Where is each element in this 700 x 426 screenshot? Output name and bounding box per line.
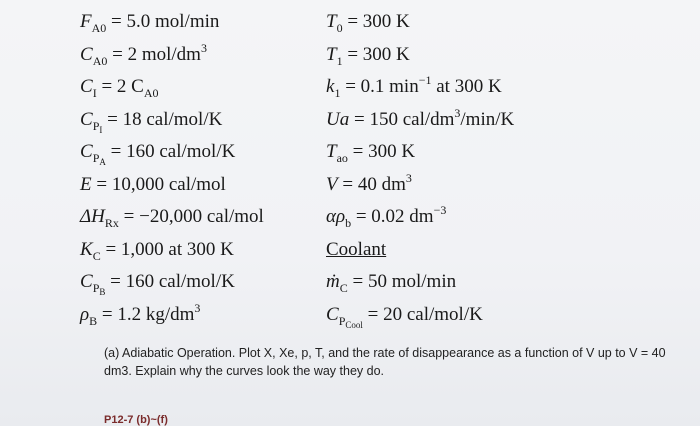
- equation-rhs: = 1,000 at 300 K: [100, 238, 234, 260]
- equation-subscript: Rx: [104, 216, 119, 230]
- equation-symbol: C: [80, 271, 93, 292]
- equation-rhs: = 300 K: [342, 11, 410, 32]
- equation-subscript: 1: [336, 53, 343, 68]
- right-equation-8: [326, 234, 514, 267]
- equation-subscript: C: [339, 281, 348, 295]
- equation-rhs: = 20 cal/mol/K: [362, 303, 483, 325]
- equation-subscript: I: [92, 86, 97, 100]
- equation-subscript: 0: [336, 21, 343, 35]
- equation-symbol: C: [80, 108, 93, 130]
- right-equation-3: [326, 71, 514, 104]
- equation-subscript: PCool: [338, 313, 363, 330]
- equation-rhs: = 18 cal/mol/K: [102, 108, 223, 130]
- equation-rhs: = 5.0 mol/min: [106, 11, 220, 32]
- equation-rhs-tail: at 300 K: [431, 76, 502, 97]
- equation-subscript: C: [92, 248, 101, 263]
- equation-rhs: = 150 cal/dm: [349, 108, 455, 130]
- equation-symbol: k: [326, 76, 335, 97]
- left-equation-1: [80, 6, 264, 39]
- equation-symbol: ΔH: [80, 206, 105, 227]
- equation-symbol: K: [80, 238, 93, 260]
- equation-rhs: = 300 K: [347, 141, 416, 162]
- right-equation-4: [326, 104, 514, 137]
- equation-symbol: Coolant: [326, 238, 387, 260]
- equation-superscript: 3: [454, 105, 461, 120]
- equation-rhs: = 10,000 cal/mol: [91, 173, 226, 195]
- question-text: (a) Adiabatic Operation. Plot X, Xe, p, T, and the rate of disappearance as a function of V up to V = 40 dm3. Explain why the curves look the way they do.: [104, 346, 666, 378]
- equation-subscript: PB: [92, 281, 106, 297]
- equation-subscript: PI: [92, 118, 103, 135]
- right-equation-5: [326, 136, 514, 169]
- equation-subscript: b: [345, 216, 352, 230]
- right-equation-9: [326, 266, 514, 299]
- equation-symbol: C: [80, 141, 93, 162]
- equation-sub-subscript: A: [99, 157, 106, 167]
- left-equation-3: [80, 71, 264, 104]
- right-equation-10: [326, 299, 514, 332]
- equation-rhs: = 50 mol/min: [347, 271, 457, 292]
- equation-subscript: PA: [92, 151, 106, 167]
- left-equation-8: [80, 234, 264, 267]
- equation-rhs: = 2 mol/dm: [107, 43, 201, 65]
- left-equation-2: [80, 39, 264, 72]
- right-equation-1: [326, 6, 514, 39]
- equation-superscript: −3: [433, 203, 447, 217]
- equation-symbol: ρ: [80, 303, 90, 325]
- right-equation-6: [326, 169, 514, 202]
- left-equation-10: [80, 299, 264, 332]
- footer-label: P12-7 (b)~(f): [104, 414, 168, 426]
- equation-superscript: 3: [405, 170, 412, 185]
- equation-rhs: = 160 cal/mol/K: [105, 141, 236, 162]
- equation-rhs-tail: /min/K: [460, 108, 515, 130]
- equation-subscript: A0: [91, 21, 107, 35]
- equation-sub-subscript: I: [99, 124, 103, 135]
- left-equation-7: [80, 201, 264, 234]
- equation-subscript: 1: [334, 86, 341, 100]
- equation-rhs: = 160 cal/mol/K: [105, 271, 235, 292]
- equation-symbol: T: [326, 43, 337, 65]
- equation-symbol: T: [326, 11, 337, 32]
- equation-symbol: C: [80, 43, 93, 65]
- equation-symbol: E: [80, 173, 92, 195]
- equation-subscript: A0: [143, 86, 159, 100]
- right-equation-column: [326, 6, 514, 331]
- equation-subscript: A0: [92, 53, 108, 68]
- equation-rhs: = 300 K: [342, 43, 410, 65]
- left-equation-4: [80, 104, 264, 137]
- left-equation-6: [80, 169, 264, 202]
- equation-superscript: 3: [194, 300, 201, 315]
- equation-rhs: = 1.2 kg/dm: [97, 303, 195, 325]
- equation-superscript: 3: [200, 40, 207, 55]
- equation-rhs: = 0.02 dm: [351, 206, 434, 227]
- left-equation-column: [80, 6, 264, 331]
- equation-rhs: = 0.1 min: [340, 76, 419, 97]
- equation-symbol: Ua: [326, 108, 350, 130]
- left-equation-9: [80, 266, 264, 299]
- equation-rhs: = 2 C: [96, 76, 144, 97]
- equation-symbol: αρ: [326, 206, 346, 227]
- equation-subscript: B: [89, 313, 98, 328]
- equation-sub-subscript: B: [99, 287, 106, 297]
- equation-symbol: T: [326, 141, 337, 162]
- equation-superscript: −1: [418, 73, 432, 87]
- equation-rhs: = −20,000 cal/mol: [118, 206, 264, 227]
- equation-symbol: F: [80, 11, 92, 32]
- right-equation-2: [326, 39, 514, 72]
- equation-symbol: V: [326, 173, 338, 195]
- equation-subscript: ao: [336, 151, 348, 165]
- equation-symbol: C: [326, 303, 339, 325]
- equation-symbol: C: [80, 76, 93, 97]
- right-equation-7: [326, 201, 514, 234]
- left-equation-5: [80, 136, 264, 169]
- equation-rhs: = 40 dm: [337, 173, 406, 195]
- equation-symbol: ṁ: [326, 271, 340, 292]
- equation-sub-subscript: Cool: [345, 319, 363, 330]
